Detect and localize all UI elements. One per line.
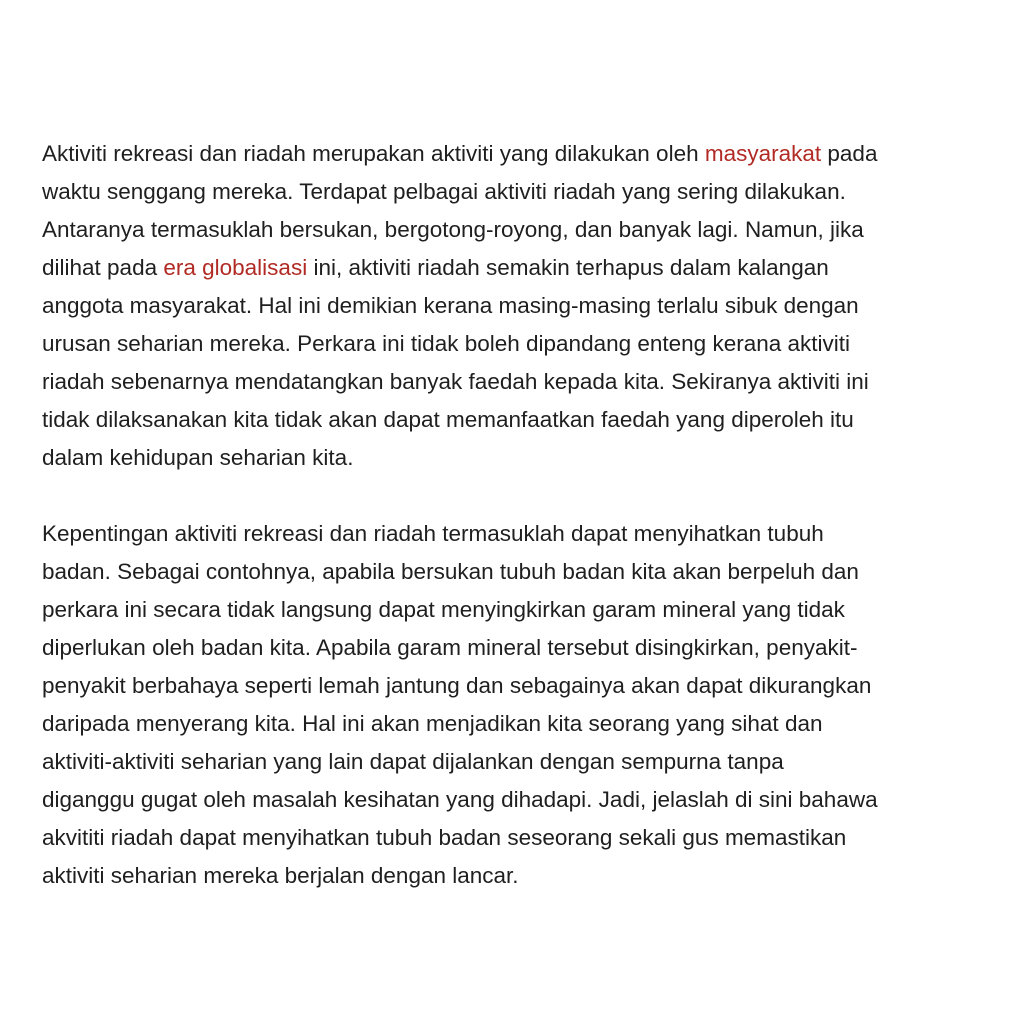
paragraph-2-line-4: diperlukan oleh badan kita. Apabila garam mineral tersebut disingkirkan, penyakit- [42,635,858,660]
paragraph-1-line-9: dalam kehidupan seharian kita. [42,445,354,470]
text-segment: Aktiviti rekreasi dan riadah merupakan aktiviti yang dilakukan oleh [42,141,705,166]
paragraph-1-line-1 [42,135,1002,173]
paragraph-2-line-10: aktiviti seharian mereka berjalan dengan lancar. [42,863,519,888]
paragraph-1-line-6: urusan seharian mereka. Perkara ini tidak boleh dipandang enteng kerana aktiviti [42,331,851,356]
paragraph-1-line-5: anggota masyarakat. Hal ini demikian kerana masing-masing terlalu sibuk dengan [42,293,859,318]
paragraph-2-line-5: penyakit berbahaya seperti lemah jantung dan sebagainya akan dapat dikurangkan [42,673,872,698]
paragraph-1 [42,135,1002,477]
text-segment: ini, aktiviti riadah semakin terhapus dalam kalangan [307,255,829,280]
paragraph-2-line-1: Kepentingan aktiviti rekreasi dan riadah termasuklah dapat menyihatkan tubuh [42,521,824,546]
paragraph-2-line-3: perkara ini secara tidak langsung dapat menyingkirkan garam mineral yang tidak [42,597,845,622]
paragraph-1-line-7: riadah sebenarnya mendatangkan banyak faedah kepada kita. Sekiranya aktiviti ini [42,369,869,394]
paragraph-2-line-6: daripada menyerang kita. Hal ini akan menjadikan kita seorang yang sihat dan [42,711,823,736]
paragraph-2-line-8: diganggu gugat oleh masalah kesihatan yang dihadapi. Jadi, jelaslah di sini bahawa [42,787,878,812]
paragraph-1-line-8: tidak dilaksanakan kita tidak akan dapat memanfaatkan faedah yang diperoleh itu [42,407,854,432]
link-era-globalisasi[interactable]: era globalisasi [163,255,308,280]
link-masyarakat[interactable]: masyarakat [704,141,822,166]
paragraph-2 [42,515,1002,895]
paragraph-1-line-4 [42,249,1002,287]
paragraph-1-line-3: Antaranya termasuklah bersukan, bergotong-royong, dan banyak lagi. Namun, jika [42,217,864,242]
text-segment: dilihat pada [42,255,164,280]
article-body [42,135,1002,933]
paragraph-2-line-7: aktiviti-aktiviti seharian yang lain dapat dijalankan dengan sempurna tanpa [42,749,784,774]
paragraph-2-line-9: akvititi riadah dapat menyihatkan tubuh badan seseorang sekali gus memastikan [42,825,847,850]
text-segment: pada [821,141,878,166]
paragraph-1-line-2: waktu senggang mereka. Terdapat pelbagai aktiviti riadah yang sering dilakukan. [42,179,846,204]
paragraph-2-line-2: badan. Sebagai contohnya, apabila bersukan tubuh badan kita akan berpeluh dan [42,559,859,584]
